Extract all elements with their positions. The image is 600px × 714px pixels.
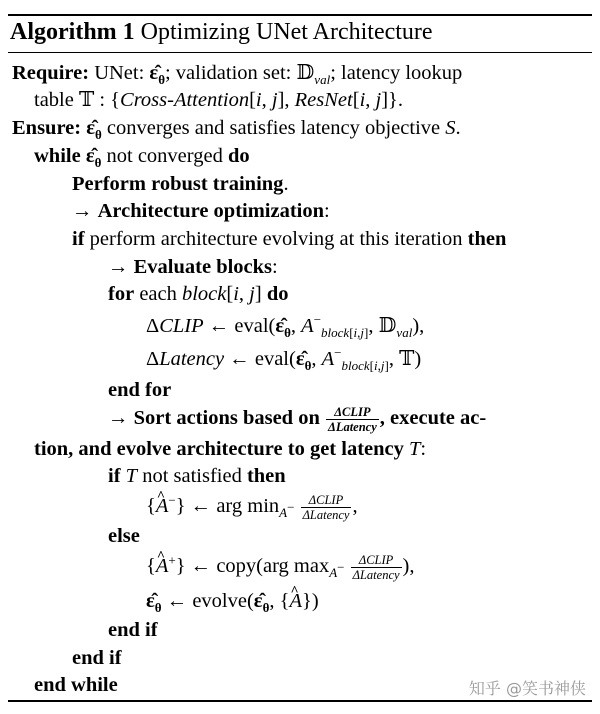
sort-line-2: tion, and evolve architecture to get latency T:	[34, 438, 427, 460]
ensure-line: Ensure: $\varepsilon̂_\theta$ converges and satisfies latency objective S.	[12, 117, 461, 143]
require-line: Require: UNet: $\varepsilon̂_\theta$; validation set: 𝔻$_{val}$; latency lookup	[12, 62, 463, 88]
algorithm-title	[10, 16, 433, 48]
delta-latency-line: ΔLatency ← $eval(\varepsilon̂_\theta$, $A^-_{block[i,j]}$, 𝕋)	[146, 345, 422, 374]
end-for-line: end for	[108, 379, 172, 401]
argmax-line: {^ A+} ← copy(arg $\max_{A^-}$ $\frac{\text{ΔCLIP}}{\text{ΔLatency}}$ ),	[146, 553, 415, 582]
sort-line: → Sort actions based on $\frac{\text{ΔCLIP}}{\text{ΔLatency}}$ , execute ac-	[108, 405, 487, 434]
algorithm-name: Optimizing UNet Architecture	[140, 19, 433, 45]
else-line: else	[108, 525, 140, 547]
end-if-inner-line: end if	[108, 619, 158, 641]
while-line: while $\varepsilon̂_\theta$ not converged do	[34, 145, 250, 171]
watermark	[469, 676, 586, 699]
evolve-line: $\varepsilon̂_\theta$ ← $evolve(\varepsilon̂_\theta$, {^ A})	[146, 588, 319, 614]
title-rule	[8, 52, 592, 53]
end-while-line: end while	[34, 674, 118, 696]
arch-opt-line: → Architecture optimization:	[72, 200, 330, 222]
robust-line: Perform robust training.	[72, 173, 289, 195]
require-line-2: table 𝕋 : {Cross-Attention[i, j], ResNet[i, j]}.	[34, 89, 404, 111]
bottom-rule	[8, 700, 592, 702]
if-line: if perform architecture evolving at this iteration then	[72, 228, 507, 250]
argmin-line: {^ A−} ← arg $\min_{A^-}$ $\frac{\text{ΔCLIP}}{\text{ΔLatency}}$ ,	[146, 493, 358, 522]
algorithm-number: Algorithm 1	[10, 19, 135, 45]
delta-clip-line: ΔCLIP ← $eval(\varepsilon̂_\theta$, $A^-_{block[i,j]}$, 𝔻$_{val}$),	[146, 312, 425, 341]
eval-blocks-line: → Evaluate blocks:	[108, 256, 278, 278]
for-line: for each block[i, j] do	[108, 283, 289, 305]
watermark-text: 知乎 @笑书神侠	[468, 679, 586, 698]
end-if-outer-line: end if	[72, 647, 122, 669]
if2-line: if T not satisfied then	[108, 465, 286, 487]
